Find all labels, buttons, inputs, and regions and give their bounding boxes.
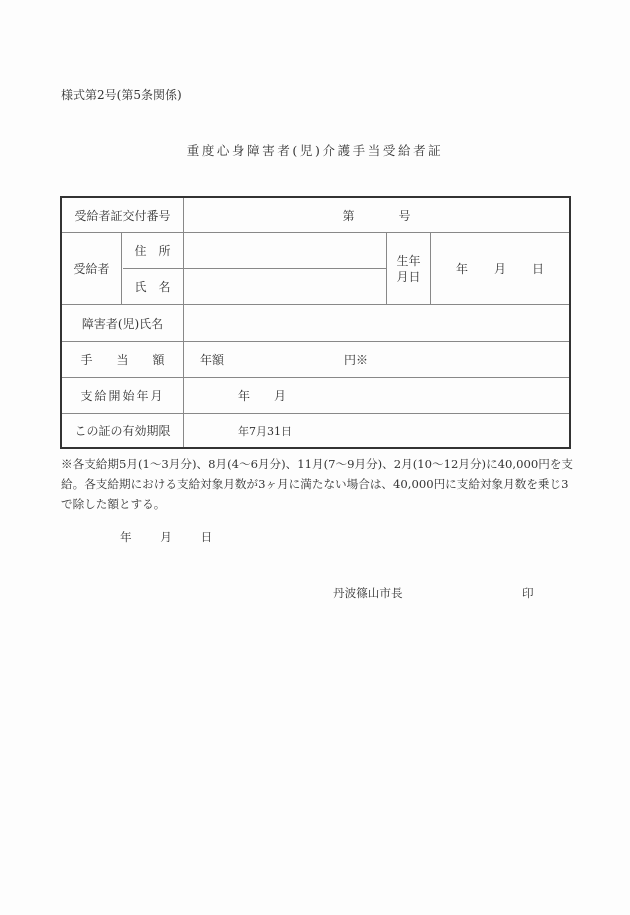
start-year: 年 xyxy=(238,389,251,403)
cert-number-field[interactable] xyxy=(184,198,569,232)
disabled-name-field[interactable] xyxy=(184,305,569,341)
issue-year: 年 xyxy=(120,530,132,544)
allowance-suffix: 円※ xyxy=(344,353,369,367)
address-field[interactable] xyxy=(184,233,386,268)
cert-number-suffix: 号 xyxy=(398,208,411,223)
allowance-label: 手 当 額 xyxy=(80,353,165,367)
name-field[interactable] xyxy=(184,269,386,304)
issue-month: 月 xyxy=(160,530,172,544)
address-label: 住 所 xyxy=(134,244,171,258)
payment-note: ※各支給期5月(1～3月分)、8月(4～6月分)、11月(7～9月分)、2月(10～12月分)に40,000円を支給。各支給期における支給対象月数が3ヶ月に満たない場合は、40,000円に支給対象月数を乗じ3で除した額とする。 xyxy=(61,457,574,511)
issuer-name: 丹波篠山市長 xyxy=(333,586,403,600)
birthdate-month: 月 xyxy=(493,262,506,276)
issue-date[interactable] xyxy=(120,529,212,545)
birthdate-label-line2: 月日 xyxy=(396,269,421,284)
birthdate-label xyxy=(387,233,430,304)
name-label: 氏 名 xyxy=(134,280,171,294)
start-month-label: 支給開始年月 xyxy=(80,389,165,403)
issue-day: 日 xyxy=(200,530,213,544)
birthdate-year: 年 xyxy=(455,262,468,276)
disabled-name-label: 障害者(児)氏名 xyxy=(81,316,164,331)
cert-number-label: 受給者証交付番号 xyxy=(74,208,171,223)
form-number: 様式第2号(第5条関係) xyxy=(61,88,182,102)
birthdate-field[interactable] xyxy=(431,233,569,304)
birthdate-label-line1: 生年 xyxy=(396,253,421,268)
allowance-prefix: 年額 xyxy=(200,353,225,367)
certificate-table xyxy=(60,196,571,449)
recipient-label: 受給者 xyxy=(73,262,110,276)
allowance-field[interactable] xyxy=(184,342,569,377)
validity-field[interactable] xyxy=(184,414,569,447)
document-title: 重度心身障害者(児)介護手当受給者証 xyxy=(186,143,444,158)
seal-mark: 印 xyxy=(522,586,534,600)
validity-value: 年7月31日 xyxy=(238,424,292,438)
start-month-field[interactable] xyxy=(184,378,569,413)
start-month: 月 xyxy=(274,389,287,403)
validity-label: この証の有効期限 xyxy=(74,424,171,438)
cert-number-prefix: 第 xyxy=(342,208,355,223)
birthdate-day: 日 xyxy=(532,262,545,276)
